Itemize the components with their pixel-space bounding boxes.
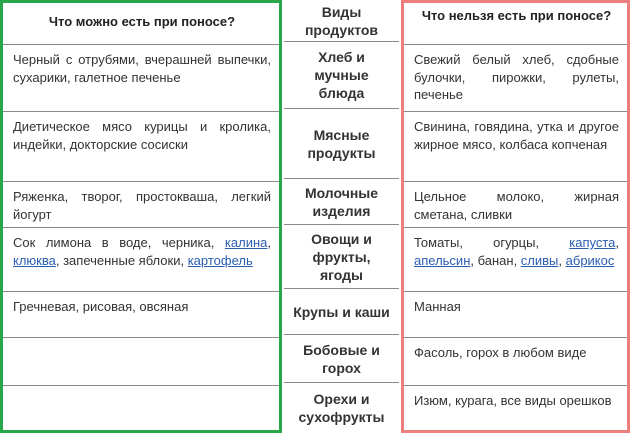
banned-row — [404, 386, 627, 436]
category-row — [284, 289, 399, 335]
food-link[interactable]: апельсин — [414, 252, 471, 268]
food-text: Фасоль, горох в любом виде — [414, 345, 587, 360]
allowed-row-text — [3, 182, 279, 223]
categories-header — [284, 0, 399, 42]
banned-row-text — [404, 292, 627, 316]
banned-row-text — [404, 45, 627, 104]
allowed-row — [3, 338, 279, 386]
food-text: , запеченные яблоки, — [55, 252, 188, 268]
allowed-row — [3, 182, 279, 228]
food-link[interactable]: калина — [224, 235, 268, 250]
food-text: Манная — [414, 299, 461, 314]
category-row — [284, 179, 399, 225]
allowed-row — [3, 228, 279, 292]
food-text: Свинина, говядина, утка и другое жирное мясо, колбаса копченая — [414, 119, 619, 152]
category-row — [284, 383, 399, 433]
food-text: Изюм, курага, все виды орешков — [414, 393, 612, 408]
category-row — [284, 335, 399, 383]
category-label: Бобовые и горох — [303, 341, 380, 376]
allowed-row-text — [3, 292, 279, 316]
category-row — [284, 42, 399, 109]
food-link[interactable]: сливы — [520, 252, 559, 268]
allowed-header — [3, 3, 279, 45]
banned-row — [404, 112, 627, 182]
food-link[interactable]: капуста — [569, 235, 616, 250]
banned-row-text — [404, 338, 627, 362]
banned-row — [404, 228, 627, 292]
categories-header-text: Виды продуктов — [304, 3, 379, 38]
banned-header — [404, 3, 627, 45]
category-row — [284, 109, 399, 179]
banned-row — [404, 45, 627, 112]
allowed-row — [3, 112, 279, 182]
allowed-row-text — [3, 338, 279, 344]
allowed-row — [3, 45, 279, 112]
banned-row-text — [404, 386, 627, 410]
food-text: , — [615, 235, 619, 250]
food-text: Томаты, огурцы, — [414, 235, 570, 250]
allowed-foods-column — [0, 0, 282, 433]
category-label: Овощи и фрукты, ягоды — [311, 230, 372, 283]
food-text: Диетическое мясо курицы и кролика, индейки, докторские сосиски — [13, 119, 271, 152]
banned-header-text: Что нельзя есть при поносе? — [421, 8, 612, 23]
allowed-row — [3, 386, 279, 436]
allowed-row-text — [3, 112, 279, 153]
category-label: Орехи и сухофрукты — [298, 391, 385, 425]
banned-row-text — [404, 112, 627, 153]
food-link[interactable]: картофель — [187, 252, 253, 268]
banned-row — [404, 182, 627, 228]
category-label: Мясные продукты — [307, 126, 376, 161]
food-text: Цельное молоко, жирная сметана, сливки — [414, 189, 619, 222]
allowed-row-text — [3, 386, 279, 392]
banned-row — [404, 292, 627, 338]
category-row — [284, 225, 399, 289]
banned-foods-column — [401, 0, 630, 433]
food-text: Свежий белый хлеб, сдобные булочки, пирожки, рулеты, печенье — [414, 52, 619, 102]
food-text: Сок лимона в воде, черника, — [13, 235, 225, 250]
banned-row — [404, 338, 627, 386]
food-link[interactable]: абрикос — [565, 252, 615, 268]
category-label: Молочные изделия — [304, 184, 379, 219]
banned-row-text — [404, 228, 627, 269]
food-text: Гречневая, рисовая, овсяная — [13, 299, 189, 314]
banned-row-text — [404, 182, 627, 223]
food-text: , — [558, 252, 566, 268]
food-text: , банан, — [470, 252, 521, 268]
food-link[interactable]: клюква — [13, 252, 56, 268]
food-text: Ряженка, творог, простокваша, легкий йогурт — [13, 189, 271, 222]
allowed-row-text — [3, 45, 279, 86]
allowed-row — [3, 292, 279, 338]
allowed-header-text: Что можно есть при поносе? — [48, 14, 236, 29]
food-text: Черный с отрубями, вчерашней выпечки, сухарики, галетное печенье — [13, 52, 271, 85]
categories-column — [284, 0, 399, 433]
category-label: Крупы и каши — [293, 303, 390, 320]
category-label: Хлеб и мучные блюда — [314, 49, 369, 101]
food-text: , — [267, 235, 271, 250]
allowed-row-text — [3, 228, 279, 269]
